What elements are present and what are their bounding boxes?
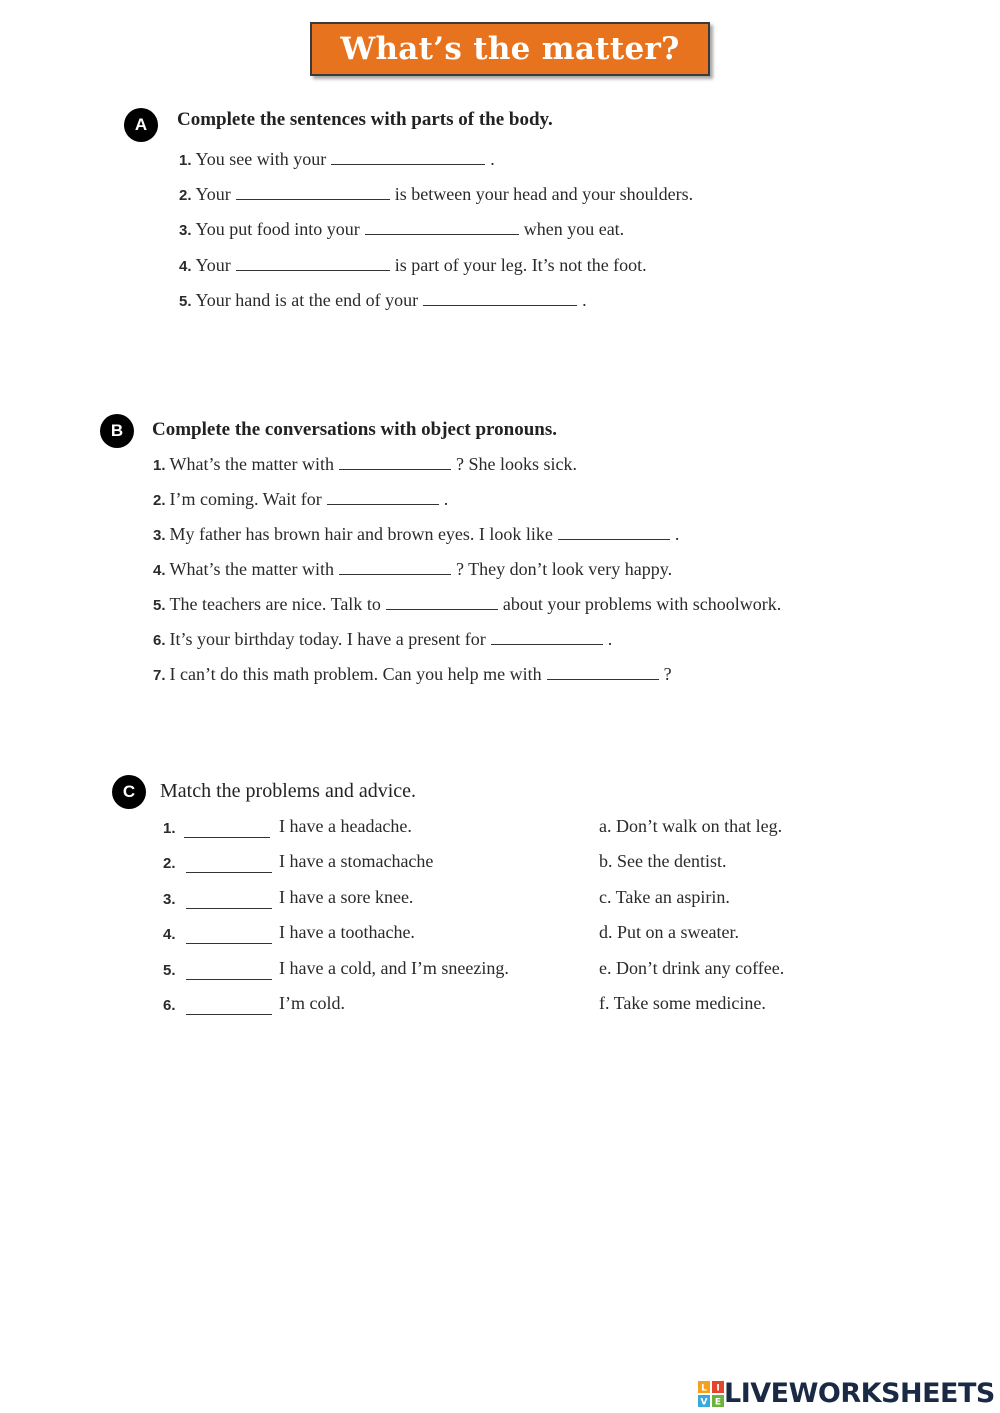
- item-text-after: ?: [663, 664, 672, 684]
- match-blank[interactable]: [186, 871, 272, 873]
- answer-blank[interactable]: [331, 150, 485, 165]
- item-number: 2.: [153, 492, 166, 509]
- item-number: 6.: [153, 632, 166, 649]
- section-a-heading: Complete the sentences with parts of the body.: [177, 109, 553, 130]
- section-c-heading: Match the problems and advice.: [160, 780, 417, 802]
- answer-blank[interactable]: [236, 256, 390, 271]
- item-number: 5.: [153, 597, 166, 614]
- problem-text: I have a toothache.: [279, 922, 415, 942]
- answer-blank[interactable]: [339, 560, 451, 575]
- logo-wordmark: LIVEWORKSHEETS: [724, 1378, 995, 1409]
- problem-text: I have a headache.: [279, 816, 412, 836]
- item-text-before: It’s your birthday today. I have a present for: [169, 629, 486, 649]
- item-text-before: Your hand is at the end of your: [195, 290, 419, 310]
- item-text-after: about your problems with schoolwork.: [502, 594, 782, 614]
- section-c-badge: C: [112, 775, 146, 809]
- section-a-badge: A: [124, 108, 158, 142]
- problem-text: I have a sore knee.: [279, 887, 414, 907]
- item-number: 7.: [153, 667, 166, 684]
- answer-blank[interactable]: [558, 525, 670, 540]
- answer-blank[interactable]: [547, 665, 659, 680]
- section-a-item: [179, 219, 624, 240]
- item-number: 1.: [179, 152, 192, 169]
- item-text-after: .: [443, 489, 449, 509]
- section-b-item: [153, 559, 672, 580]
- problem-text: I have a cold, and I’m sneezing.: [279, 958, 509, 978]
- advice-text: b. See the dentist.: [599, 851, 727, 871]
- answer-blank[interactable]: [491, 630, 603, 645]
- item-text-before: What’s the matter with: [169, 559, 334, 579]
- section-b-item: [153, 524, 679, 545]
- page-title: What’s the matter?: [340, 31, 680, 67]
- liveworksheets-logo: [698, 1378, 995, 1409]
- section-a-item: [179, 184, 693, 205]
- section-b-item: [153, 454, 577, 475]
- section-b-item: [153, 594, 781, 615]
- advice-text: d. Put on a sweater.: [599, 922, 739, 942]
- advice-text: f. Take some medicine.: [599, 993, 766, 1013]
- problem-number: 6.: [163, 997, 176, 1014]
- match-blank[interactable]: [184, 836, 270, 838]
- item-text-after: ? They don’t look very happy.: [455, 559, 673, 579]
- item-text-before: What’s the matter with: [169, 454, 334, 474]
- answer-blank[interactable]: [236, 185, 390, 200]
- problem-number: 5.: [163, 962, 176, 979]
- item-text-after: .: [674, 524, 680, 544]
- answer-blank[interactable]: [339, 455, 451, 470]
- advice-text: c. Take an aspirin.: [599, 887, 730, 907]
- section-b-badge: B: [100, 414, 134, 448]
- match-blank[interactable]: [186, 907, 272, 909]
- section-b-item: [153, 629, 612, 650]
- item-text-after: is between your head and your shoulders.: [394, 184, 694, 204]
- problem-number: 4.: [163, 926, 176, 943]
- item-number: 3.: [153, 527, 166, 544]
- match-blank[interactable]: [186, 942, 272, 944]
- section-a-item: [179, 290, 587, 311]
- svg-text:L: L: [701, 1383, 707, 1393]
- item-text-after: .: [607, 629, 613, 649]
- advice-text: e. Don’t drink any coffee.: [599, 958, 785, 978]
- section-a-item: [179, 149, 495, 170]
- item-text-after: is part of your leg. It’s not the foot.: [394, 255, 647, 275]
- problem-text: I’m cold.: [279, 993, 345, 1013]
- item-number: 4.: [153, 562, 166, 579]
- item-text-after: .: [490, 149, 495, 169]
- section-a-item: [179, 255, 647, 276]
- item-text-before: I’m coming. Wait for: [169, 489, 322, 509]
- item-number: 3.: [179, 222, 192, 239]
- item-text-before: You see with your: [195, 149, 327, 169]
- item-text-before: Your: [195, 184, 231, 204]
- item-number: 1.: [153, 457, 166, 474]
- answer-blank[interactable]: [386, 595, 498, 610]
- answer-blank[interactable]: [423, 291, 577, 306]
- item-text-before: You put food into your: [195, 219, 360, 239]
- item-text-before: I can’t do this math problem. Can you help me with: [169, 664, 542, 684]
- item-text-before: My father has brown hair and brown eyes. I look like: [169, 524, 553, 544]
- item-number: 2.: [179, 187, 192, 204]
- match-blank[interactable]: [186, 1013, 272, 1015]
- svg-text:I: I: [716, 1383, 720, 1393]
- item-text-after: ? She looks sick.: [455, 454, 577, 474]
- problem-text: I have a stomachache: [279, 851, 434, 871]
- problem-number: 3.: [163, 891, 176, 908]
- advice-text: a. Don’t walk on that leg.: [599, 816, 783, 836]
- title-banner: [310, 22, 710, 76]
- item-text-before: Your: [195, 255, 231, 275]
- problem-number: 1.: [163, 820, 176, 837]
- section-b-item: [153, 489, 448, 510]
- match-blank[interactable]: [186, 978, 272, 980]
- svg-text:E: E: [714, 1397, 722, 1407]
- item-number: 5.: [179, 293, 192, 310]
- answer-blank[interactable]: [365, 220, 519, 235]
- item-number: 4.: [179, 258, 192, 275]
- item-text-after: when you eat.: [523, 219, 625, 239]
- section-b-item: [153, 664, 672, 685]
- problem-number: 2.: [163, 855, 176, 872]
- section-b-heading: Complete the conversations with object pronouns.: [152, 419, 557, 440]
- item-text-before: The teachers are nice. Talk to: [169, 594, 381, 614]
- svg-text:V: V: [700, 1397, 708, 1407]
- answer-blank[interactable]: [327, 490, 439, 505]
- liveworksheets-logo-icon: [698, 1381, 724, 1407]
- item-text-after: .: [582, 290, 587, 310]
